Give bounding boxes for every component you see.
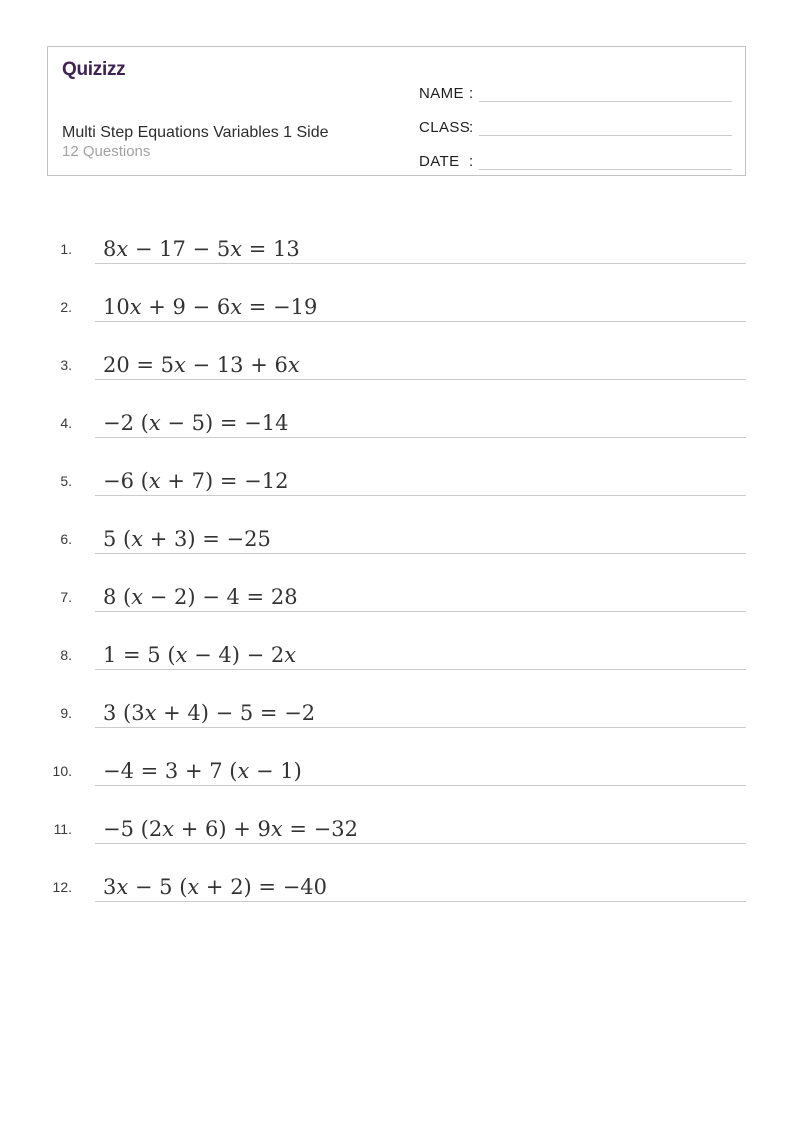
date-label: DATE [419,152,460,170]
class-field-row [419,102,732,136]
question-row-2 [0,264,794,322]
date-colon: : [469,152,474,170]
title-block [62,123,419,162]
question-equation: 1 = 5 (x − 4) − 2x [95,645,746,670]
question-equation: −4 = 3 + 7 (x − 1) [95,761,746,786]
class-label: CLASS [419,118,471,136]
question-equation: 20 = 5x − 13 + 6x [95,355,746,380]
question-equation: 3 (3x + 4) − 5 = −2 [95,703,746,728]
question-equation: 5 (x + 3) = −25 [95,529,746,554]
question-row-10 [0,728,794,786]
worksheet-header-card [47,46,746,176]
class-blank-line [479,102,732,136]
question-row-12 [0,844,794,902]
question-equation: −2 (x − 5) = −14 [95,413,746,438]
header-left-column [62,59,419,162]
question-number: 2. [60,299,72,315]
question-row-3 [0,322,794,380]
name-field-row [419,68,732,102]
student-info-fields [419,68,732,170]
question-row-9 [0,670,794,728]
question-equation: −6 (x + 7) = −12 [95,471,746,496]
question-equation: 3x − 5 (x + 2) = −40 [95,877,746,902]
question-row-1 [0,206,794,264]
question-number: 1. [60,241,72,257]
question-row-8 [0,612,794,670]
name-label: NAME [419,84,464,102]
question-row-5 [0,438,794,496]
question-row-4 [0,380,794,438]
question-number: 12. [52,879,72,895]
question-number: 3. [60,357,72,373]
date-blank-line [479,136,732,170]
question-equation: 8 (x − 2) − 4 = 28 [95,587,746,612]
question-count: 12 Questions [62,143,151,161]
class-colon: : [469,118,474,136]
worksheet-title: Multi Step Equations Variables 1 Side [62,124,329,142]
question-number: 5. [60,473,72,489]
question-number: 9. [60,705,72,721]
date-field-row [419,136,732,170]
question-row-6 [0,496,794,554]
question-list [0,206,794,902]
question-number: 6. [60,531,72,547]
question-number: 10. [52,763,72,779]
name-blank-line [479,68,732,102]
question-equation: 8x − 17 − 5x = 13 [95,239,746,264]
question-number: 4. [60,415,72,431]
question-number: 7. [60,589,72,605]
question-row-7 [0,554,794,612]
question-number: 8. [60,647,72,663]
question-equation: 10x + 9 − 6x = −19 [95,297,746,322]
question-equation: −5 (2x + 6) + 9x = −32 [95,819,746,844]
question-row-11 [0,786,794,844]
quizizz-logo: Quizizz [62,59,126,80]
question-number: 11. [53,821,72,837]
name-colon: : [469,84,474,102]
